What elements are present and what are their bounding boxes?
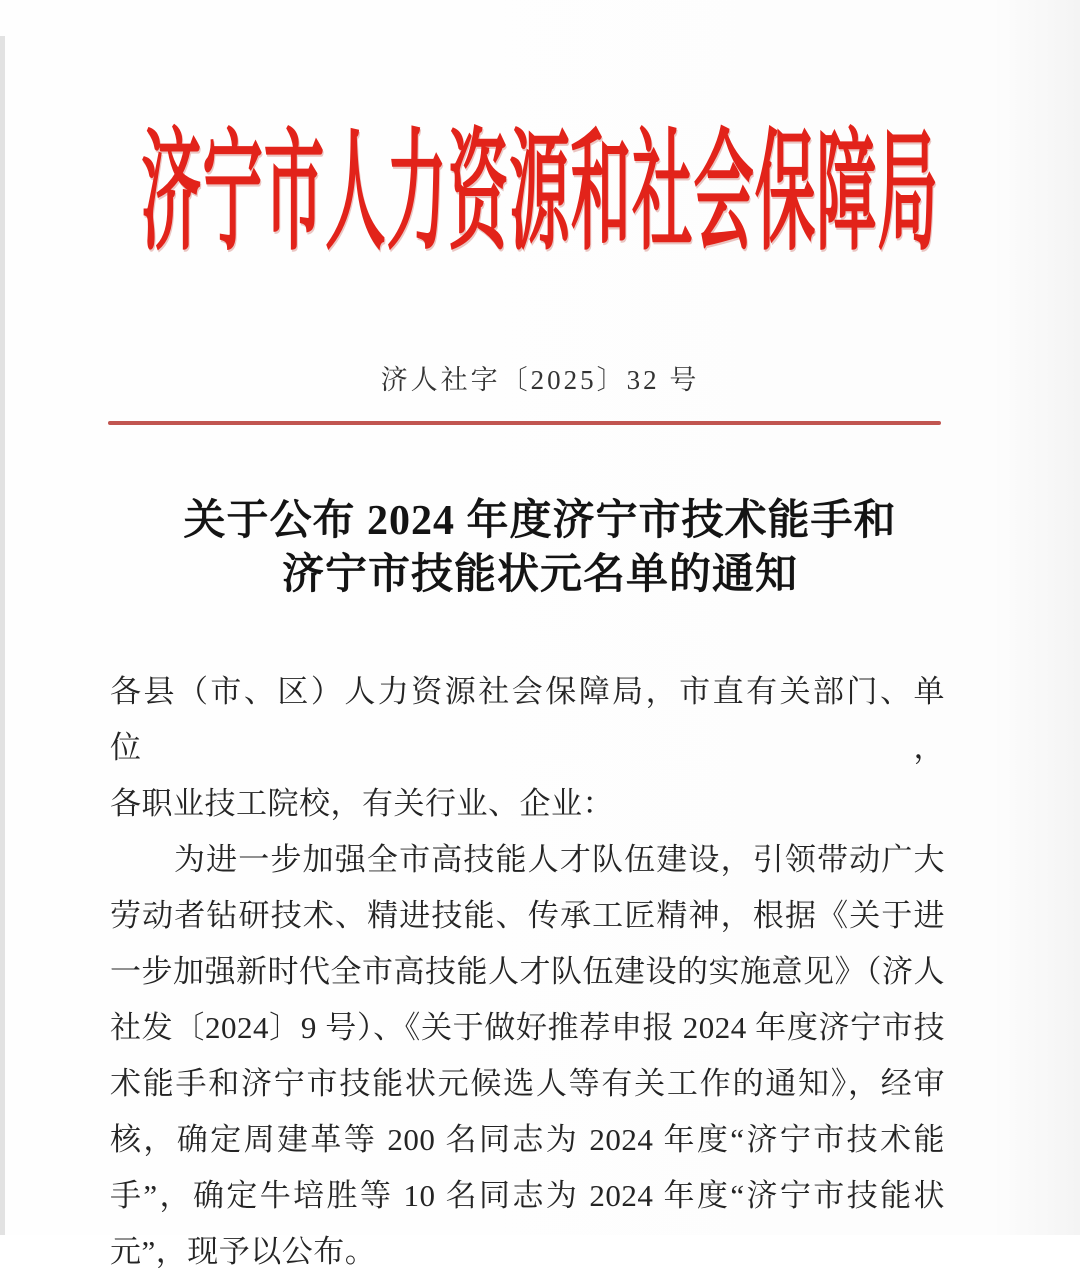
body-line: 元”，现予以公布。 (110, 1234, 377, 1269)
body-line: 社发〔2024〕9 号）、《关于做好推荐申报 2024 年度济宁市技 (110, 1010, 945, 1045)
body-line: 为进一步加强全市高技能人才队伍建设，引领带动广大 (174, 842, 945, 877)
body-line: 术能手和济宁市技能状元候选人等有关工作的通知》，经审 (110, 1066, 945, 1101)
body-line: 一步加强新时代全市高技能人才队伍建设的实施意见》（济人 (110, 954, 945, 989)
red-separator-line (108, 421, 941, 425)
body-line: 手”，确定牛培胜等 10 名同志为 2024 年度“济宁市技能状 (110, 1178, 945, 1213)
notice-title-line-1: 关于公布 2024 年度济宁市技术能手和 (183, 498, 897, 544)
agency-red-header (0, 104, 1080, 267)
document-body (110, 664, 945, 1280)
notice-title-line-2: 济宁市技能状元名单的通知 (281, 552, 798, 598)
body-line: 各职业技工院校，有关行业、企业： (110, 786, 614, 821)
document-number: 济人社字〔2025〕32 号 (380, 365, 700, 395)
body-line: 劳动者钻研技术、精进技能、传承工匠精神，根据《关于进 (110, 898, 945, 933)
notice-title (0, 494, 1080, 602)
body-line: 核，确定周建革等 200 名同志为 2024 年度“济宁市技术能 (110, 1122, 945, 1157)
body-line: 各县（市、区）人力资源社会保障局，市直有关部门、单位， (110, 674, 945, 765)
agency-name-text: 济宁市人力资源和社会保障局 (141, 122, 939, 267)
